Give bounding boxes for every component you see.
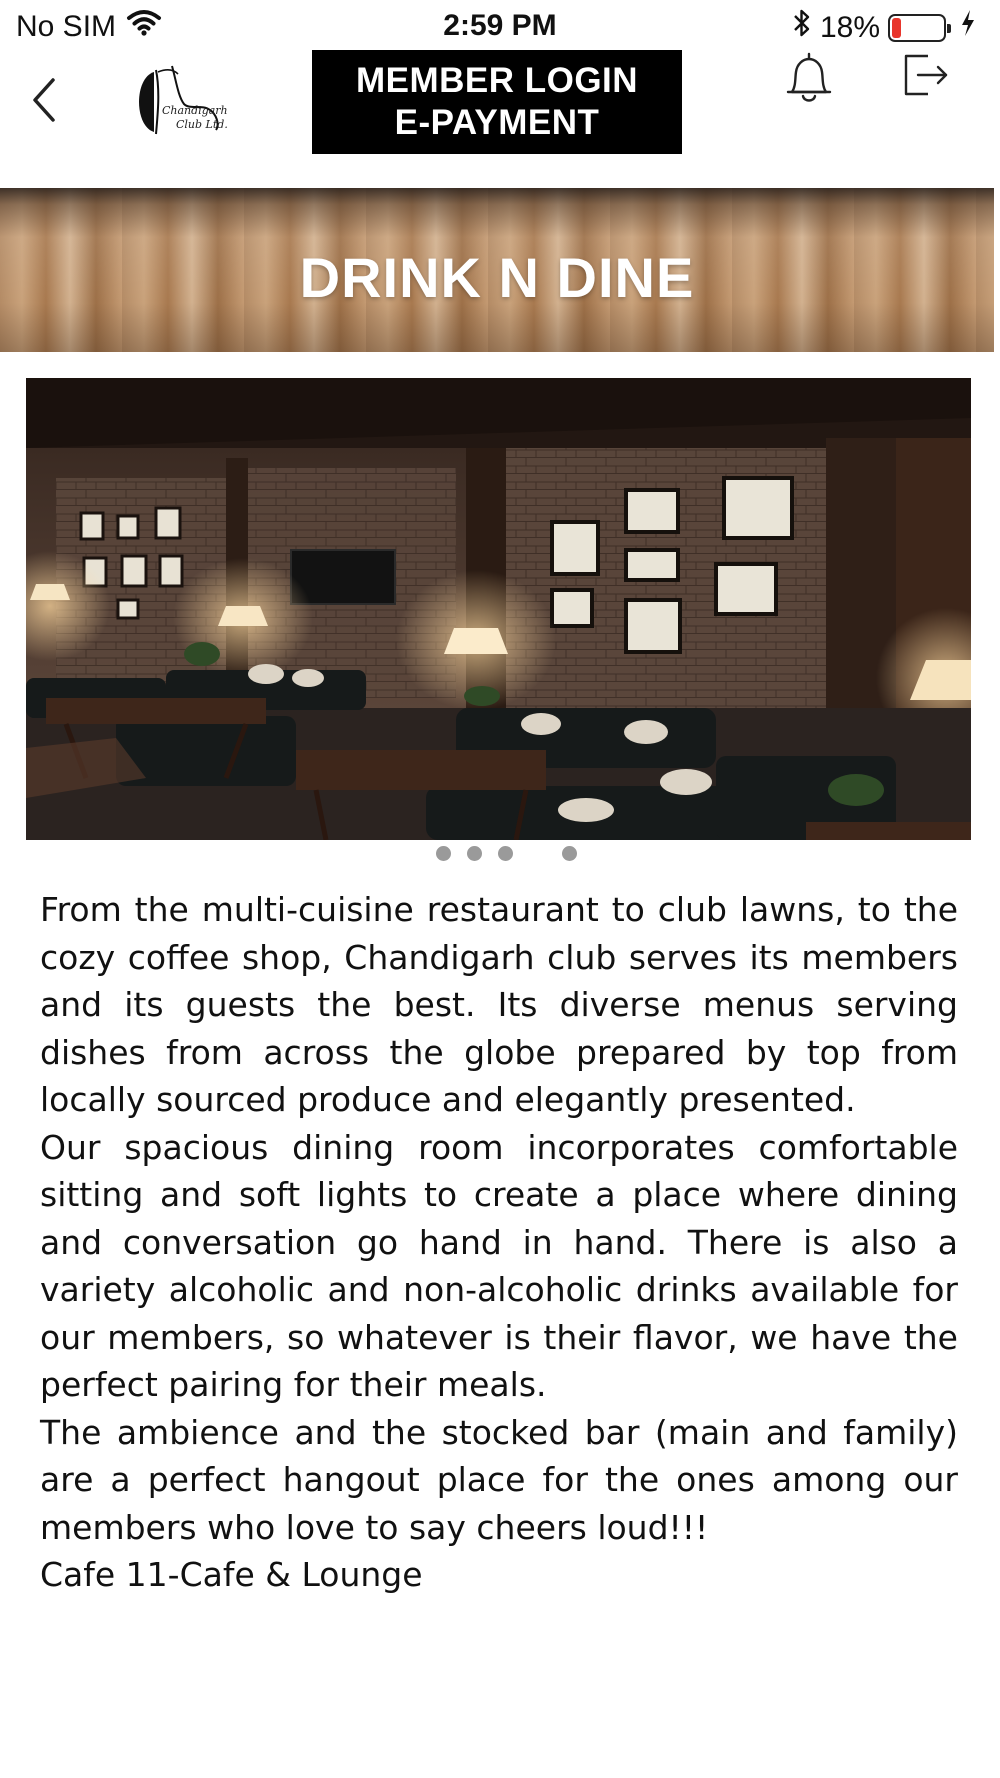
status-bar: [0, 0, 1000, 50]
description-paragraph-3: The ambience and the stocked bar (main and family) are a perfect hangout place for the ones among our members who love to say cheers loud!!!: [40, 1412, 958, 1547]
battery-percent: 18%: [819, 10, 880, 44]
page-title: DRINK N DINE: [299, 245, 695, 309]
venue-name-cafe-11: Cafe 11-Cafe & Lounge: [40, 1555, 423, 1594]
page-banner: [0, 188, 994, 352]
logout-button[interactable]: [900, 50, 954, 104]
carrier-label: No SIM: [16, 9, 117, 43]
carousel-dots: [0, 846, 1000, 866]
battery-level-fill: [892, 18, 901, 38]
status-right: [792, 8, 976, 47]
notifications-button[interactable]: [780, 50, 838, 108]
description-text: [40, 886, 958, 1599]
lounge-photo: [26, 378, 971, 840]
logout-icon: [900, 50, 954, 104]
app-header: [0, 50, 1000, 188]
bluetooth-icon: [792, 8, 812, 47]
description-paragraph-2: Our spacious dining room incorporates comfortable sitting and soft lights to create a place where dining and conversation go hand in hand. There is also a variety alcoholic and non-alcoholic drinks available for our members, so whatever is their flavor, we have the perfect pairing for their meals.: [40, 1127, 958, 1404]
charging-bolt-icon: [960, 9, 976, 46]
bell-icon: [780, 50, 838, 108]
login-button-line2: E-PAYMENT: [394, 103, 600, 142]
carousel-dot-2[interactable]: [467, 846, 482, 861]
carousel-dot-4[interactable]: [562, 846, 577, 861]
club-logo: [132, 60, 232, 144]
back-button[interactable]: [18, 74, 70, 126]
chevron-left-icon: [29, 76, 59, 124]
battery-icon: [888, 14, 946, 42]
carousel-dot-1[interactable]: [436, 846, 451, 861]
member-login-epayment-button[interactable]: [312, 50, 682, 154]
image-carousel[interactable]: [26, 378, 971, 840]
carousel-dot-3[interactable]: [498, 846, 513, 861]
description-paragraph-1: From the multi-cuisine restaurant to club lawns, to the cozy coffee shop, Chandigarh club serves its members and its guests the best. Its diverse menus serving dishes from across the globe prepared by top from locally sourced produce and elegantly presented.: [40, 890, 958, 1119]
login-button-line1: MEMBER LOGIN: [355, 61, 639, 100]
logo-text-line2: Club Ltd.: [176, 118, 228, 131]
logo-text: [162, 104, 228, 132]
logo-text-line1: Chandigarh: [162, 104, 228, 117]
status-time: 2:59 PM: [443, 9, 557, 42]
